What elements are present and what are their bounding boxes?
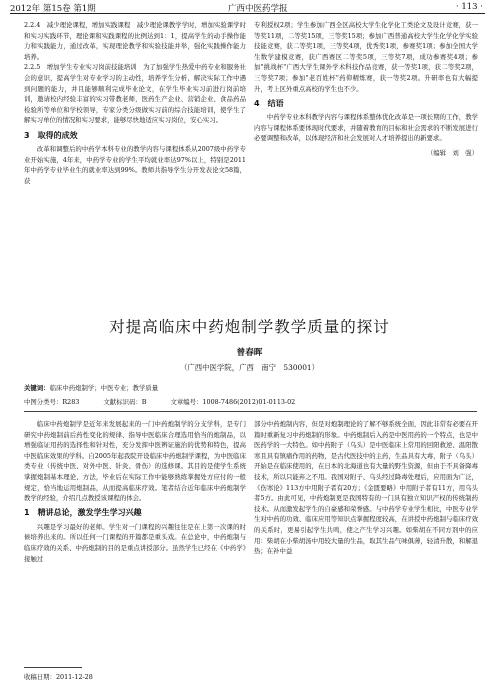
section-2-2-5: 2.2.5 增加学生专业实习岗前技能培训 为了加强学生热爱中药专业和服务社会的意识，提高学生对专业学习的主动性，培养学生分析、解决实际工作中遇到问题的能力，并且能够顺利完成毕业论文，在学生毕业实习前进行岗前培训，邀请校内经验丰富的实习带教老师，医药生产企业、营销企业、食品药品检验所等单位和学校领导，专家分类分级做实习前的综合技能培训，使学生了解实习单位的情况和实习要求，能够尽快地适应实习岗位，安心实习。: [24, 63, 246, 125]
keywords: 临床中药炮制学；中医专业；教学质量: [49, 384, 159, 392]
keywords-line: [24, 383, 158, 393]
article-title: 对提高临床中药炮制学教学质量的探讨: [109, 318, 390, 336]
keywords-label: 关键词：: [24, 384, 50, 392]
heading-conclusion: 4 结语: [254, 99, 284, 109]
article-author: 曾春晖: [236, 348, 263, 358]
author-affiliation: （广西中医学院，广西 南宁 530001）: [179, 363, 320, 372]
footnote-rule: [24, 667, 82, 668]
editor-note: （编辑 刘 强）: [426, 148, 478, 157]
awards-paragraph: 专利授权2项；学生参加广西全区高校大学生化学化工类论文及设计竞赛，获一等奖11项，二等奖15项，三等奖15项；参加广西普通高校大学生化学化学实验技能竞赛，获二等奖1项，三等奖4项，优秀奖1项，参赛奖1项；参加全国大学生数学建模竞赛，获广西赛区二等奖5项，三等奖7项，成功参赛奖4项；参加"挑战杯"广西大学生课外学术科技作品竞赛，获一等奖1项，获二等奖2项，三等奖7项；参加"老百姓杯"药仰精炼赛，获一等奖2项。升研率也有大幅提升，考上区外重点高校的学生也不少。: [254, 21, 478, 93]
page-number: · 113 ·: [455, 2, 483, 12]
classification-line: [24, 397, 317, 406]
document-code: 文献标识码：B: [103, 398, 147, 406]
header-rule: [10, 13, 485, 14]
heading-results: 3 取得的成效: [24, 130, 78, 140]
clc-number: 中图分类号：R283: [24, 398, 80, 406]
journal-name: 广西中医药学报: [228, 4, 288, 14]
lower-left-column: [24, 419, 246, 564]
continued-paragraph: 部分中药炮制内容，但是对炮制理论的了解不够系统全面，因此非常有必要在开篇时重新复习中药炮制的形象。中药炮制后入药是中医用药的一个特点，也是中医药学的一大特色。如中药附子（乌头）是中医临床上常用的回阳救逆、温阳散寒且具有镇痛作用的药物，是古代医技中的主药，生品具有大毒，附子（乌头）开始是在临床使用的，在日本的北海道也有大量的野生资源，但由于不具备降毒技术，所以只能弃之不用。我国对附子、乌头经过降毒处理后，应用面为广泛，《伤寒论》113方中用附子者有20方；《金匮要略》中用附子者有11方，用乌头者5方。由此可见，中药炮制更是我国特有的一门具有独立知识产权的传统制药技术。从而激发起学生的自豪感和荣誉感。与中药学专业学生相比，中医专业学生对中药的功效、临床应用等知识点掌握程度较高，在讲授中药炮制与临床疗效的关系时，更易引起学生共鸣，使之产生学习兴趣。如柴胡在不同方剂中的应用：柴胡在小柴胡汤中用较大量的生品，取其生品气味俱薄，轻清升散，和解退热；在补中益: [254, 420, 478, 556]
upper-right-column: [254, 20, 478, 159]
section-2-2-4: 2.2.4 减少理论课程，增加实践课程 减少理论课教学学时，增加实验课学时和实习实践环节，理论课和实践课程的比例达到1：1，提高学生的动手操作能力和实践能力，通过改革，实现理论教学和实验技能并举，强化实践操作能力培养。: [24, 21, 246, 61]
conclusion-paragraph: 中药学专业本科教学内容与课程体系整体优化改革是一项长期的工作，教学内容与课程体系要体现时代要求，并随着教育的目标和社会需求的不断发展进行必要调整和改革，以体现经济和社会发展对人才培养提出的新要求。: [254, 113, 478, 143]
issue-info: 2012年 第15卷 第1期: [10, 4, 96, 14]
received-date: 收稿日期：2011-12-28: [24, 673, 93, 681]
intro-paragraph: 临床中药炮制学是近年来发展起来的一门中药炮制学的分支学科，是专门研究中药炮制前后药性变化的规律、指导中医临床合理选用恰当的炮制品，以增强临证用药的选择性和针对性，充分发挥中医辨证施治的优势和特色，提高中医临床效果的学科。自2005年起我院开设临床中药炮制学课程，为中医临床类专业（传统中医、对外中医、针灸、骨伤）的选修课。其目的是使学生系统掌握炮制基本理论、方法，毕业后在实际工作中能够熟练掌握处方应付的一般规定，恰当地运用炮制品，从而提高临床疗效。笔者结合近年临床中药炮制学教学的经验，介绍几点教授该课程的体会。: [24, 420, 246, 503]
running-header: [0, 0, 499, 14]
section-1-paragraph: 兴趣是学习最好的老师。学生对一门课程的兴趣往往是在上第一次课的时候培养出来的。所以任何一门课程的开篇都是重头戏。在总论中，中药炮制与临床疗效的关系、中药炮制的目的是重点讲授部分。虽然学生已经在《中药学》接触过: [24, 522, 246, 563]
results-paragraph: 改革和调整后的中药学本科专业的教学内容与课程体系从2007级中药学专业开始实施，4年来，中药学专业的学生平均就业率达97%以上，特别是2011年中药学专业毕业生的就业率达到99%。教师共指导学生分开发表论文58篇，获: [24, 144, 246, 185]
heading-section-1: 1 精讲总论，激发学生学习兴趣: [24, 507, 142, 517]
lower-right-column: [254, 419, 478, 557]
article-number: 文章编号：1008-7486(2012)01-0113-02: [170, 398, 296, 406]
upper-left-column: [24, 20, 246, 186]
abstract-separator: [24, 411, 477, 412]
